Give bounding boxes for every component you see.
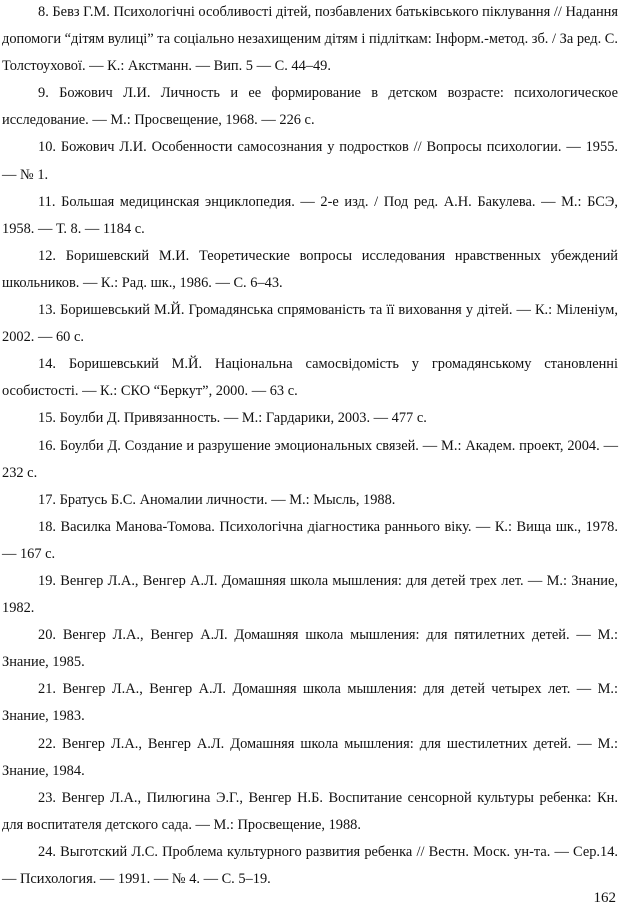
reference-item [2,134,618,188]
reference-number: 11. [38,193,56,210]
reference-text: Боришевський М.Й. Громадянська спрямованість та її виховання у дітей. — К.: Мiленiум, 2002. — 60 с. [2,302,618,346]
reference-text: Божович Л.И. Особенности самосознания у подростков // Вопросы психологии. — 1955. — № 1. [2,139,618,183]
reference-item [2,676,618,730]
reference-text: Венгер Л.А., Венгер А.Л. Домашняя школа мышления: для пятилетних детей. — М.: Знание, 1985. [2,627,618,671]
reference-item [2,433,618,487]
reference-text: Венгер Л.А., Пилюгина Э.Г., Венгер Н.Б. Воспитание сенсорной культуры ребенка: Кн. для воспитателя детского сада. — М.: Просвещение, 1988. [2,789,618,833]
reference-number: 14. [38,356,56,373]
reference-text: Божович Л.И. Личность и ее формирование в детском возрасте: психологическое исследование. — М.: Просвещение, 1968. — 226 с. [2,85,618,129]
reference-item [2,0,618,80]
reference-number: 15. [38,410,56,427]
reference-number: 19. [38,572,56,589]
reference-number: 24. [38,843,56,860]
reference-item [2,351,618,405]
reference-number: 23. [38,789,56,806]
reference-number: 12. [38,247,56,264]
reference-item [2,839,618,893]
reference-number: 9. [38,85,49,102]
reference-number: 13. [38,302,56,319]
reference-text: Венгер Л.А., Венгер А.Л. Домашняя школа мышления: для шестилетних детей. — М.: Знание, 1984. [2,735,618,779]
reference-text: Венгер Л.А., Венгер А.Л. Домашняя школа мышления: для детей трех лет. — М.: Знание, 1982. [2,572,618,617]
reference-text: Большая медицинская энциклопедия. — 2-е изд. / Под ред. А.Н. Бакулева. — М.: БСЭ, 1958. — Т. 8. — 1184 с. [2,193,618,237]
reference-text: Боришевський М.Й. Національна самосвідомість у громадянському становленні особистості. — К.: СКО “Беркут”, 2000. — 63 с. [2,356,618,400]
reference-item [2,297,618,351]
reference-item [2,405,618,432]
reference-text: Василка Манова-Томова. Психологічна діагностика раннього віку. — К.: Вища шк., 1978. — 167 с. [2,518,618,562]
reference-item [2,785,618,839]
reference-number: 16. [38,437,56,454]
reference-text: Боулби Д. Привязанность. — М.: Гардарики, 2003. — 477 с. [59,410,427,427]
reference-number: 20. [38,627,56,644]
reference-item [2,243,618,297]
reference-number: 8. [38,4,49,20]
reference-text: Бевз Г.М. Психологічні особливості дітей, позбавлених батьківського піклування // Надання допомоги “дітям вулиці” та соціально незахищеним дітям і підліткам: Інформ.-метод. зб. / За ред. С. Толстоуховоï. — К.: Акстманн. — Вип. 5 — С. 44–49. [2,4,618,75]
reference-number: 21. [38,681,56,698]
reference-item [2,80,618,134]
reference-item [2,514,618,568]
reference-text: Боришевский М.И. Теоретические вопросы исследования нравственных убеждений школьников. — К.: Рад. шк., 1986. — С. 6–43. [2,247,618,291]
reference-item [2,731,618,785]
reference-item [2,622,618,676]
reference-number: 22. [38,735,56,752]
reference-list [2,0,618,893]
reference-text: Выготский Л.С. Проблема культурного развития ребенка // Вестн. Моск. ун-та. — Сер.14. — Психология. — 1991. — № 4. — С. 5–19. [2,843,618,887]
reference-number: 18. [38,518,56,535]
reference-number: 10. [38,139,56,156]
reference-item [2,487,618,514]
reference-text: Венгер Л.А., Венгер А.Л. Домашняя школа мышления: для детей четырех лет. — М.: Знание, 1983. [2,681,618,725]
reference-item [2,568,618,622]
reference-item [2,189,618,243]
reference-text: Боулби Д. Создание и разрушение эмоциональных связей. — М.: Академ. проект, 2004. — 232 с. [2,437,618,481]
page-number: 162 [593,890,616,906]
reference-text: Братусь Б.С. Аномалии личности. — М.: Мысль, 1988. [59,491,396,508]
reference-number: 17. [38,491,56,508]
